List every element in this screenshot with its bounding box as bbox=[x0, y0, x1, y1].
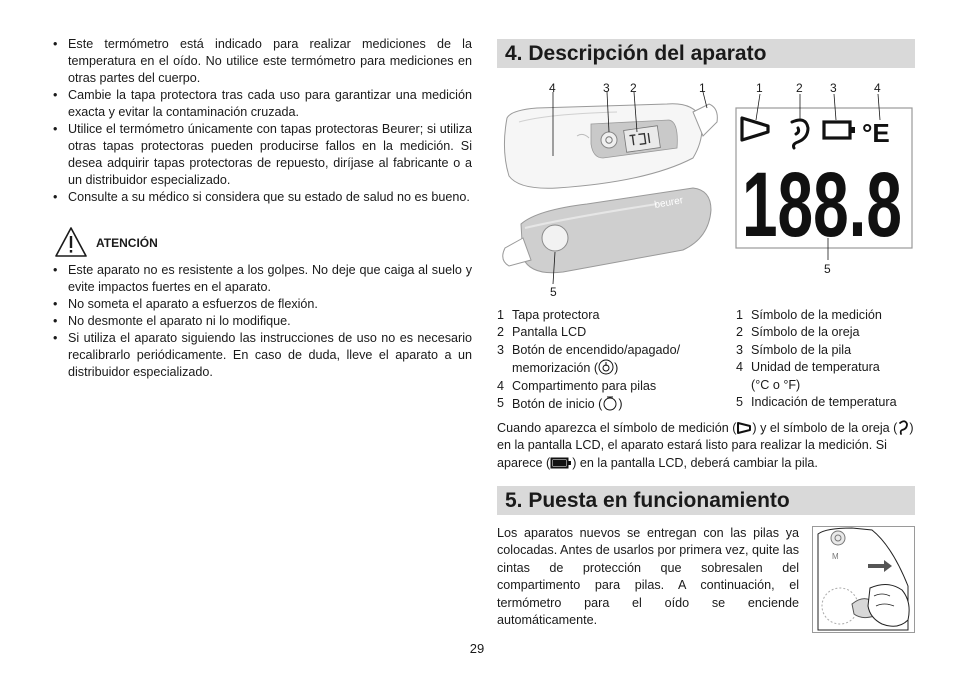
battery-tab-figure bbox=[812, 526, 915, 633]
callout-number: 1 bbox=[699, 81, 706, 95]
memory-label: M bbox=[832, 552, 839, 561]
lcd-temperature-reading: 188.8 bbox=[742, 154, 902, 256]
legend-row bbox=[736, 342, 936, 359]
legend-text: Botón de encendido/apagado/ bbox=[512, 342, 681, 357]
legend-number: 5 bbox=[497, 396, 505, 411]
device-legend bbox=[497, 307, 717, 413]
paragraph-text: ) en la pantalla LCD, el aparato estará listo para realizar la medición. Si aparece ( bbox=[497, 421, 914, 470]
legend-number: 3 bbox=[497, 342, 505, 357]
battery-symbol-icon bbox=[550, 456, 572, 470]
callout-number: 3 bbox=[830, 81, 837, 95]
legend-number bbox=[736, 377, 751, 394]
ear-symbol-icon bbox=[897, 419, 909, 435]
power-button-figure bbox=[831, 531, 845, 545]
warning-list bbox=[52, 262, 472, 381]
list-item: • Consulte a su médico si considera que su estado de salud no es bueno. bbox=[52, 189, 472, 206]
legend-row bbox=[736, 377, 936, 394]
start-button-device bbox=[542, 225, 568, 251]
legend-number: 1 bbox=[736, 308, 744, 322]
warning-block bbox=[52, 226, 472, 381]
legend-number: 2 bbox=[497, 325, 505, 340]
legend-number: 1 bbox=[497, 308, 505, 322]
legend-number bbox=[497, 359, 512, 377]
device-figure bbox=[497, 78, 725, 302]
callout-number: 1 bbox=[756, 81, 763, 95]
callout-number: 4 bbox=[549, 81, 556, 95]
list-item: • Este termómetro está indicado para realizar mediciones de la temperatura en el oído. No utilice este termómetro para mediciones en otras partes del cuerpo. bbox=[52, 36, 472, 87]
legend-number: 4 bbox=[736, 360, 744, 375]
callout-number: 5 bbox=[550, 285, 557, 299]
list-item: • No someta el aparato a esfuerzos de flexión. bbox=[52, 296, 472, 313]
legend-row bbox=[736, 324, 936, 341]
paragraph-text: Cuando aparezca el símbolo de medición ( bbox=[497, 421, 737, 435]
legend-text: memorización ( bbox=[512, 361, 599, 376]
device-lcd bbox=[624, 126, 661, 153]
legend-text: Botón de inicio ( bbox=[512, 397, 603, 412]
callout-number: 4 bbox=[874, 81, 881, 95]
paragraph-text: ) y el símbolo de la oreja ( bbox=[752, 421, 898, 435]
legend-text: Indicación de temperatura bbox=[751, 395, 897, 410]
legend-row bbox=[736, 394, 936, 411]
list-item: • Si utiliza el aparato siguiendo las instrucciones de uso no es necesario recalibrarlo periódicamente. En caso de duda, lleve el aparato a un distribuidor especializado. bbox=[52, 330, 472, 381]
warning-triangle-icon bbox=[54, 226, 88, 258]
callout-number: 2 bbox=[796, 81, 803, 95]
legend-text: Símbolo de la pila bbox=[751, 342, 852, 357]
lcd-figure bbox=[734, 78, 916, 268]
page-number: 29 bbox=[469, 641, 485, 656]
list-item: • No desmonte el aparato ni lo modifique. bbox=[52, 313, 472, 330]
warning-header bbox=[52, 226, 472, 262]
paragraph-text: ) en la pantalla LCD, deberá cambiar la pila. bbox=[572, 455, 818, 470]
safety-list bbox=[52, 36, 472, 206]
legend-row bbox=[736, 307, 936, 324]
legend-row bbox=[497, 324, 717, 341]
left-column bbox=[52, 36, 472, 206]
warning-title: ATENCIÓN bbox=[96, 236, 158, 250]
power-memory-button-icon bbox=[598, 359, 614, 375]
lcd-ready-paragraph bbox=[497, 419, 917, 472]
lcd-unit: °E bbox=[862, 118, 890, 148]
legend-text-tail: ) bbox=[614, 361, 619, 376]
legend-row bbox=[497, 378, 717, 395]
list-item: • Cambie la tapa protectora tras cada uso para garantizar una medición exacta y evitar la contaminación cruzada. bbox=[52, 87, 472, 121]
legend-row bbox=[497, 395, 717, 413]
legend-row bbox=[736, 359, 936, 376]
legend-row bbox=[497, 359, 717, 377]
legend-text: Símbolo de la oreja bbox=[751, 325, 860, 340]
brand-logo: beurer bbox=[653, 195, 684, 211]
legend-row bbox=[497, 307, 717, 324]
list-item: • Utilice el termómetro únicamente con tapas protectoras Beurer; si utiliza otras tapas protectoras pueden producirse fallos en la medición. Si desea adquirir tapas protectoras de repuesto, diríjase al fabricante o a un distribuidor especializado. bbox=[52, 121, 472, 189]
legend-row bbox=[497, 342, 717, 359]
legend-text: Símbolo de la medición bbox=[751, 308, 882, 322]
callout-number: 5 bbox=[824, 262, 831, 276]
lcd-legend bbox=[736, 307, 936, 411]
legend-text: Pantalla LCD bbox=[512, 325, 587, 340]
legend-number: 2 bbox=[736, 325, 744, 340]
setup-paragraph: Los aparatos nuevos se entregan con las pilas ya colocadas. Antes de usarlos por primera vez, quite las cintas de protección que sobresalen del compartimento para pilas. A continuación, el termómetro para el oído se enciende automáticamente. bbox=[497, 526, 799, 628]
legend-text: Tapa protectora bbox=[512, 308, 600, 322]
legend-number: 5 bbox=[736, 395, 744, 410]
power-button-device bbox=[601, 132, 617, 148]
list-item: • Este aparato no es resistente a los golpes. No deje que caiga al suelo y evite impactos fuertes en el aparato. bbox=[52, 262, 472, 296]
section-heading-4: 4. Descripción del aparato bbox=[497, 39, 915, 68]
section-heading-5: 5. Puesta en funcionamiento bbox=[497, 486, 915, 515]
measurement-symbol-icon bbox=[736, 421, 752, 435]
legend-text: Compartimento para pilas bbox=[512, 378, 657, 393]
callout-number: 3 bbox=[603, 81, 610, 95]
legend-number: 4 bbox=[497, 378, 505, 393]
legend-number: 3 bbox=[736, 342, 744, 357]
legend-text: Unidad de temperatura bbox=[751, 360, 880, 375]
legend-text-tail: ) bbox=[618, 397, 623, 412]
callout-number: 2 bbox=[630, 81, 637, 95]
legend-text: (°C o °F) bbox=[751, 377, 801, 392]
start-button-icon bbox=[602, 395, 618, 411]
